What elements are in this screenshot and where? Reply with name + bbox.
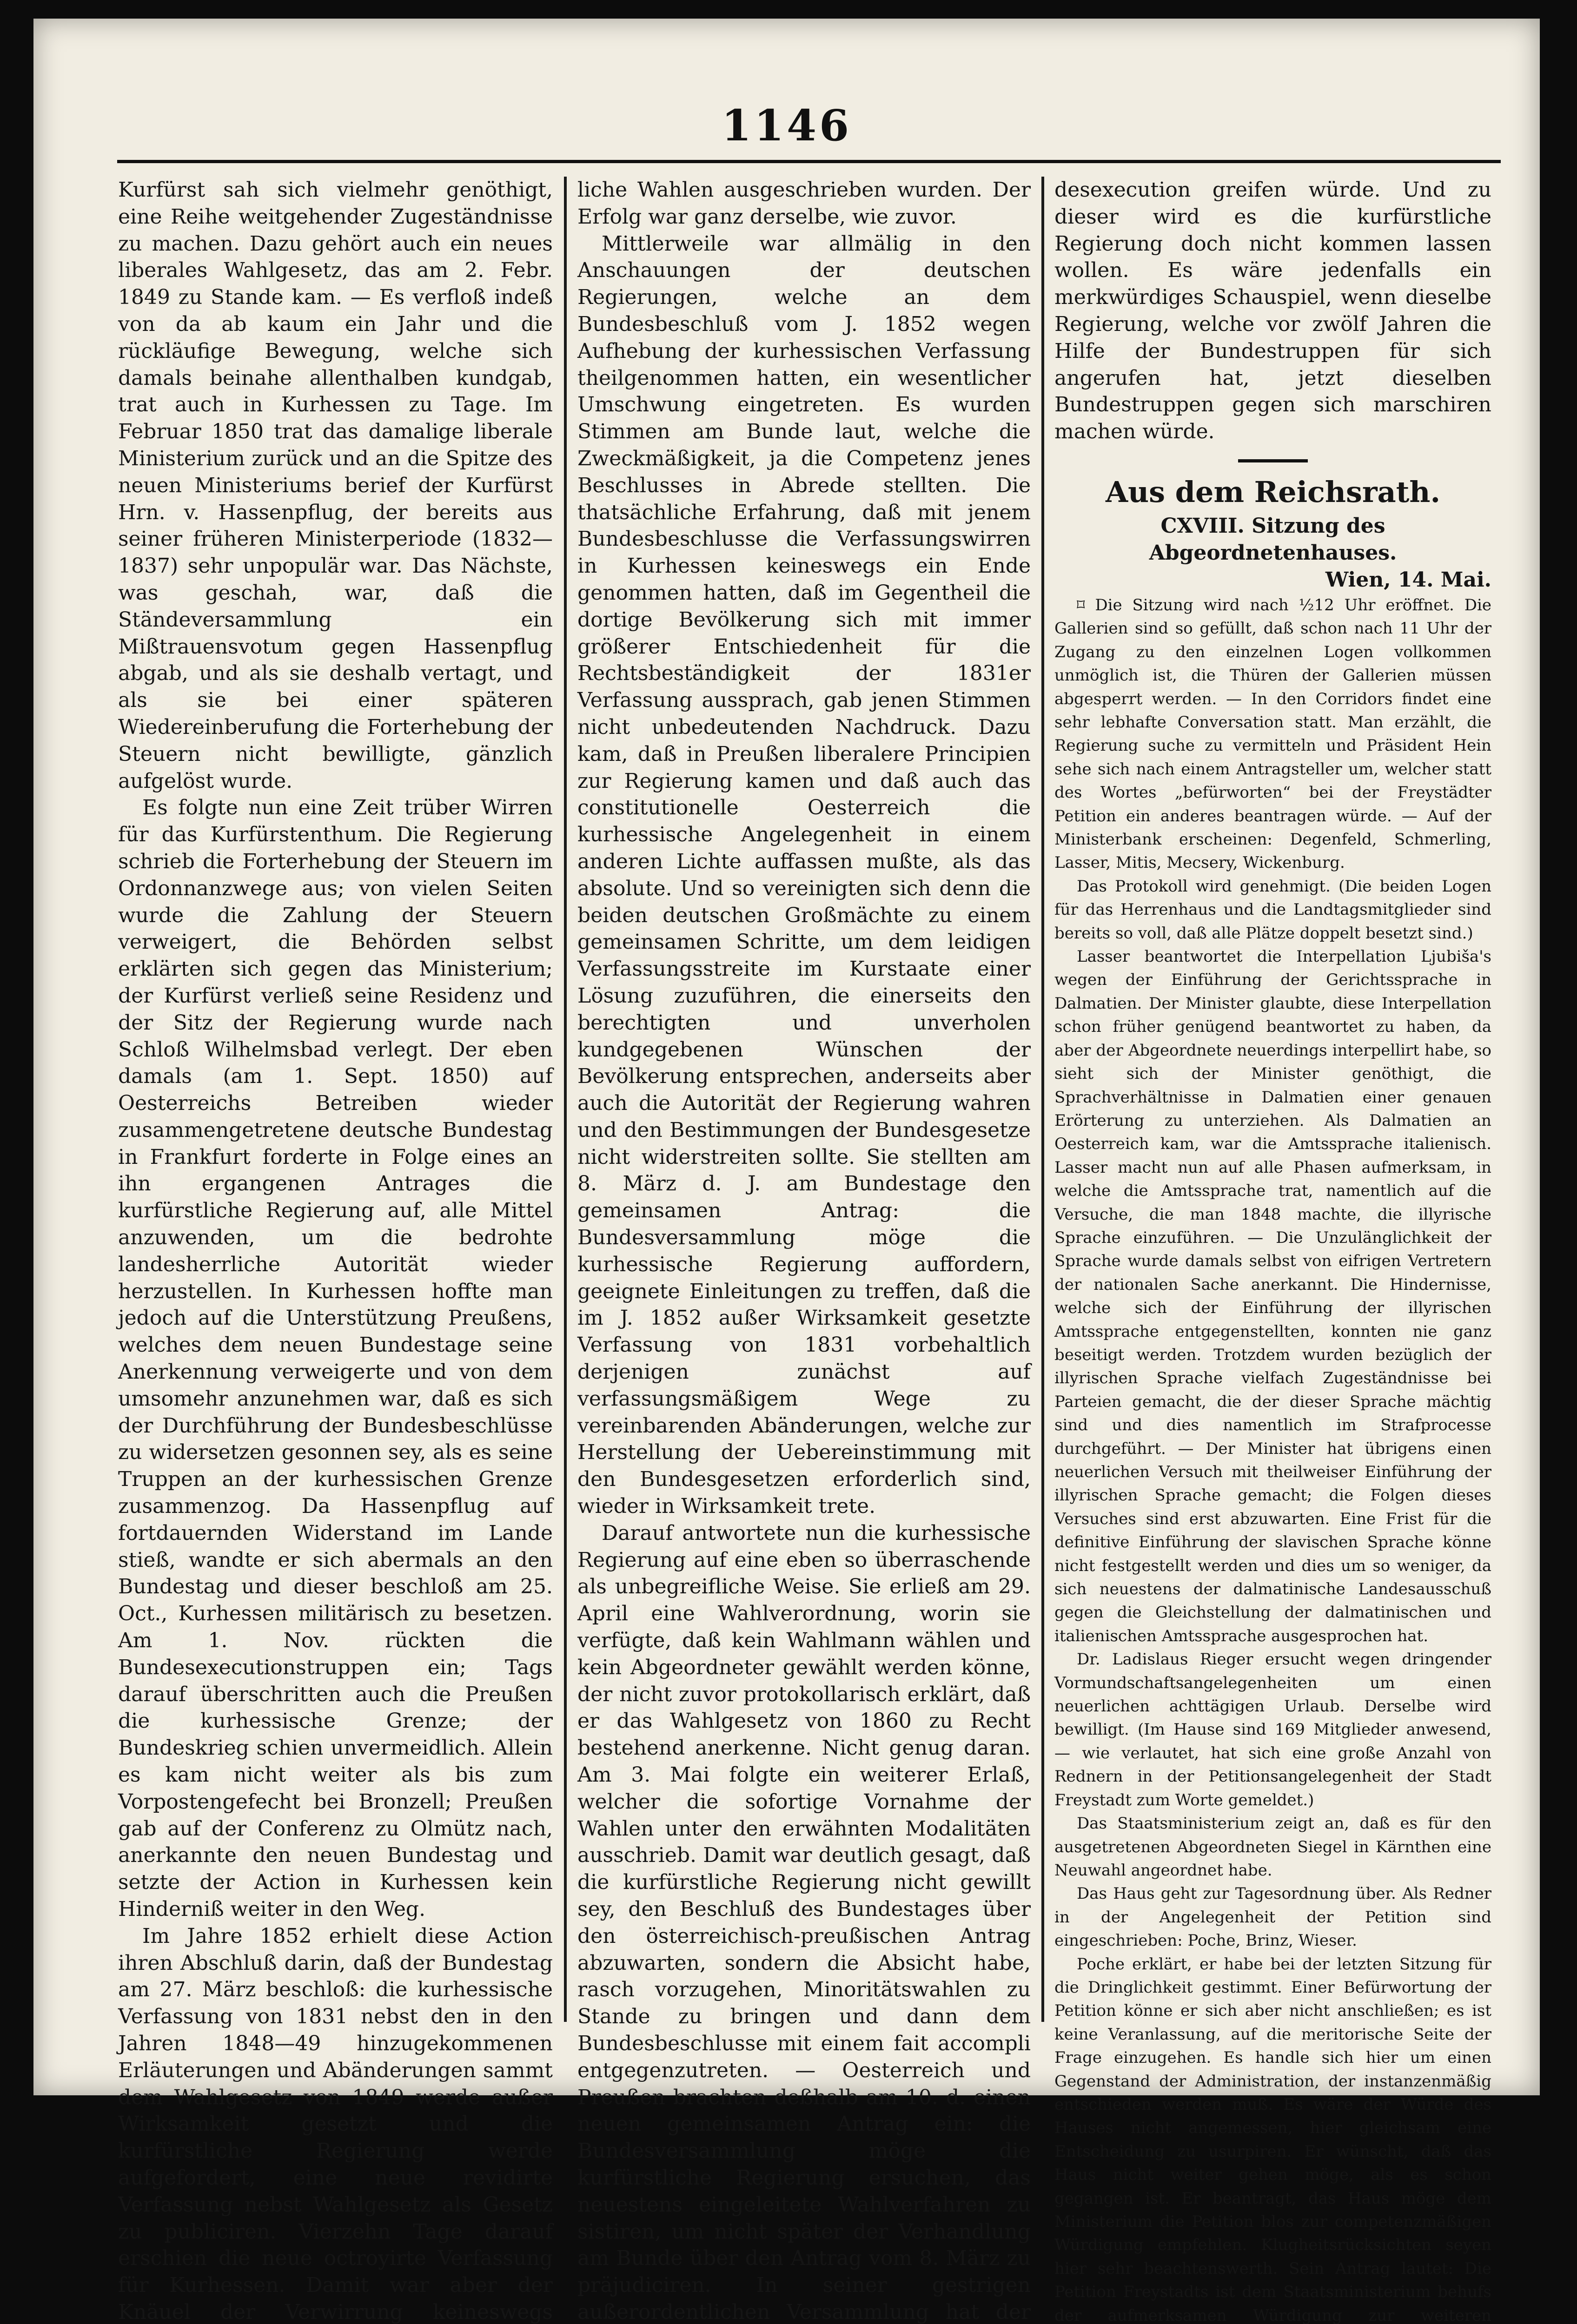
column-3 (1054, 177, 1491, 2324)
paragraph: Das Haus geht zur Tagesordnung über. Als Redner in der Angelegenheit der Petition sind eingeschrieben: Poche, Brinz, Wieser. (1054, 1884, 1491, 1950)
header-rule (117, 160, 1501, 163)
column-2 (577, 177, 1031, 2324)
column-divider (1041, 177, 1044, 2022)
paragraph: liche Wahlen ausgeschrieben wurden. Der Erfolg war ganz derselbe, wie zuvor. (577, 178, 1031, 229)
dateline: Wien, 14. Mai. (1325, 568, 1491, 592)
paragraph: Mittlerweile war allmälig in den Anschauungen der deutschen Regierungen, welche an dem Bundesbeschluß vom J. 1852 wegen Aufhebung der kurhessischen Verfassung theilgenommen hatten, ein wesentlicher Umschwung eingetreten. Es wurden Stimmen am Bunde laut, welche die Zweckmäßigkeit, ja die Competenz jenes Beschlusses in Abrede stellten. Die thatsächliche Erfahrung, daß mit jenem Bundesbeschlusse die Verfassungswirren in Kurhessen keineswegs ein Ende genommen hatten, daß im Gegentheil die dortige Bevölkerung sich mit immer größerer Entschiedenheit für die Rechtsbeständigkeit der 1831er Verfassung aussprach, gab jenen Stimmen nicht unbedeutenden Nachdruck. Dazu kam, daß in Preußen liberalere Principien zur Regierung kamen und daß auch das constitutionelle Oesterreich die kurhessische Angelegenheit in einem anderen Lichte auffassen mußte, als das absolute. Und so vereinigten sich denn die beiden deutschen Großmächte zu einem gemeinsamen Schritte, um dem leidigen Verfassungsstreite im Kurstaate einer Lösung zuzuführen, die einerseits den berechtigten und unverholen kundgegebenen Wünschen der Bevölkerung entsprechen, anderseits aber auch die Autorität der Regierung wahren und den Bestimmungen der Bundesgesetze nicht widerstreiten sollte. Sie stellten am 8. März d. J. am Bundestage den gemeinsamen Antrag: die Bundesversammlung möge die kurhessische Regierung auffordern, geeignete Einleitungen zu treffen, daß die im J. 1852 außer Wirksamkeit gesetzte Verfassung von 1831 vorbehaltlich derjenigen zunächst auf verfassungsmäßigem Wege zu vereinbarenden Abänderungen, welche zur Herstellung der Uebereinstimmung mit den Bundesgesetzen erforderlich sind, wieder in Wirksamkeit trete. (577, 231, 1031, 1519)
column-1 (118, 177, 553, 2324)
paragraph: Das Staatsministerium zeigt an, daß es für den ausgetretenen Abgeordneten Siegel in Kärnthen eine Neuwahl angeordnet habe. (1054, 1814, 1491, 1880)
paragraph: desexecution greifen würde. Und zu dieser wird es die kurfürstliche Regierung doch nicht kommen lassen wollen. Es wäre jedenfalls ein merkwürdiges Schauspiel, wenn dieselbe Regierung, welche vor zwölf Jahren die Hilfe der Bundestruppen für sich angerufen hat, jetzt dieselben Bundestruppen gegen sich marschiren machen würde. (1054, 178, 1491, 444)
section-subtitle: CXVIII. Sitzung des Abgeordnetenhauses. (1149, 514, 1397, 565)
paragraph: Im Jahre 1852 erhielt diese Action ihren Abschluß darin, daß der Bundestag am 27. März beschloß: die kurhessische Verfassung von 1831 nebst den in den Jahren 1848—49 hinzugekommenen Erläuterungen und Abänderungen sammt dem Wahlgesetz von 1849 werde außer Wirksamkeit gesetzt und die kurfürstliche Regierung werde aufgefordert, eine neue revidirte Verfassung nebst Wahlgesetz als Gesetz zu publiciren. Vierzehn Tage darauf erschien die neue octroyirte Verfassung für Kurhessen. Damit war aber der Knäuel der Verwirrung keineswegs (118, 1924, 553, 2324)
section-separator (1238, 459, 1308, 462)
paragraph: Dr. Ladislaus Rieger ersucht wegen dringender Vormundschaftsangelegenheiten um einen neuerlichen achttägigen Urlaub. Derselbe wird bewilligt. (Im Hause sind 169 Mitglieder anwesend, — wie verlautet, hat sich eine große Anzahl von Rednern in der Petitionsangelegenheit der Stadt Freystadt zum Worte gemeldet.) (1054, 1650, 1491, 1809)
paragraph: Es folgte nun eine Zeit trüber Wirren für das Kurfürstenthum. Die Regierung schrieb die Forterhebung der Steuern im Ordonnanzwege aus; von vielen Seiten wurde die Zahlung der Steuern verweigert, die Behörden selbst erklärten sich gegen das Ministerium; der Kurfürst verließ seine Residenz und der Sitz der Regierung wurde nach Schloß Wilhelmsbad verlegt. Der eben damals (am 1. Sept. 1850) auf Oesterreichs Betreiben wieder zusammengetretene deutsche Bundestag in Frankfurt forderte in Folge eines an ihn ergangenen Antrages die kurfürstliche Regierung auf, alle Mittel anzuwenden, um die bedrohte landesherrliche Autorität wieder herzustellen. In Kurhessen hoffte man jedoch auf die Unterstützung Preußens, welches dem neuen Bundestage seine Anerkennung verweigerte und von dem umsomehr anzunehmen war, daß es sich der Durchführung der Bundesbeschlüsse zu widersetzen gesonnen sey, als es seine Truppen an der kurhessischen Grenze zusammenzog. Da Hassenpflug auf fortdauernden Widerstand im Lande stieß, wandte er sich abermals an den Bundestag und dieser beschloß am 25. Oct., Kurhessen militärisch zu besetzen. Am 1. Nov. rückten die Bundesexecutionstruppen ein; Tags darauf überschritten auch die Preußen die kurhessische Grenze; der Bundeskrieg schien unvermeidlich. Allein es kam nicht weiter als bis zum Vorpostengefecht bei Bronzell; Preußen gab auf der Conferenz zu Olmütz nach, anerkannte den neuen Bundestag und setzte der Action in Kurhessen kein Hinderniß weiter in den Weg. (118, 796, 553, 1921)
page-number: 1146 (721, 100, 852, 151)
paragraph: Lasser beantwortet die Interpellation Ljubiša's wegen der Einführung der Gerichtssprache in Dalmatien. Der Minister glaubte, diese Interpellation schon früher genügend beantwortet zu haben, da aber der Abgeordnete neuerdings interpellirt habe, so sieht sich der Minister genöthigt, die Sprachverhältnisse in Dalmatien einer genauen Erörterung zu unterziehen. Als Dalmatien an Oesterreich kam, war die Amtssprache italienisch. Lasser macht nun auf alle Phasen aufmerksam, in welche die Amtssprache trat, namentlich auf die Versuche, die man 1848 machte, die illyrische Sprache einzuführen. — Die Unzulänglichkeit der Sprache wurde damals selbst von eifrigen Vertretern der nationalen Sache anerkannt. Die Hindernisse, welche sich der Einführung der illyrischen Amtssprache entgegenstellten, konnten nie ganz beseitigt werden. Trotzdem wurden bezüglich der illyrischen Sprache vielfach Zugeständnisse bei Parteien gemacht, die der dieser Sprache mächtig sind und dies namentlich im Strafprocesse durchgeführt. — Der Minister hat übrigens einen neuerlichen Versuch mit theilweiser Einführung der illyrischen Sprache gemacht; die Folgen dieses Versuches sind erst abzuwarten. Eine Frist für die definitive Einführung der slavischen Sprache könne nicht festgestellt werden und dies um so weniger, da sich neuestens der dalmatinische Landesausschuß gegen die Gleichstellung der dalmatinischen und italienischen Amtssprache ausgesprochen hat. (1054, 947, 1491, 1645)
paragraph: ⌑ Die Sitzung wird nach ½12 Uhr eröffnet. Die Gallerien sind so gefüllt, daß schon nach 11 Uhr der Zugang zu den einzelnen Logen vollkommen unmöglich ist, die Thüren der Gallerien müssen abgesperrt werden. — In den Corridors findet eine sehr lebhafte Conversation statt. Man erzählt, die Regierung suche zu vermitteln und Präsident Hein sehe sich nach einem Antragsteller um, welcher statt des Wortes „befürworten“ bei der Freystädter Petition ein anderes beantragen würde. — Auf der Ministerbank erscheinen: Degenfeld, Schmerling, Lasser, Mitis, Mecsery, Wickenburg. (1054, 595, 1491, 872)
session-report (1054, 594, 1491, 2324)
paragraph: Kurfürst sah sich vielmehr genöthigt, eine Reihe weitgehender Zugeständnisse zu machen. Dazu gehört auch ein neues liberales Wahlgesetz, das am 2. Febr. 1849 zu Stande kam. — Es verfloß indeß von da ab kaum ein Jahr und die rückläufige Bewegung, welche sich damals beinahe allenthalben kundgab, trat auch in Kurhessen zu Tage. Im Februar 1850 trat das damalige liberale Ministerium zurück und an die Spitze des neuen Ministeriums berief der Kurfürst Hrn. v. Hassenpflug, der bereits aus seiner früheren Ministerperiode (1832—1837) sehr unpopulär war. Das Nächste, was geschah, war, daß die Ständeversammlung ein Mißtrauensvotum gegen Hassenpflug abgab, und als sie deshalb vertagt, und als sie bei einer späteren Wiedereinberufung die Forterhebung der Steuern nicht bewilligte, gänzlich aufgelöst wurde. (118, 178, 553, 793)
paragraph: Poche erklärt, er habe bei der letzten Sitzung für die Dringlichkeit gestimmt. Einer Befürwortung der Petition könne er sich aber nicht anschließen; es ist keine Veranlassung, auf die meritorische Seite der Frage einzugehen. Es handle sich hier um einen Gegenstand der Administration, der instanzenmäßig entschieden werden muß. Es wäre der Würde des Hauses nicht angemessen, hier gleichsam eine Entscheidung zu usurpiren. Er wünscht, daß das Haus nicht weiter gehen möge, als es schon gegangen ist. Er beantragt, das Haus möge dem Ministerium die Petition blos zur competenzmäßigen Würdigung empfehlen. Klugheitsrücksichten seyen hier sehr beachtenswerth. Sein Antrag lautet: Die Petition Freystadts ist dem Staatsministerium behufs der aufmerksamen Würdigung zur weiteren (1054, 1954, 1491, 2324)
paragraph: Das Protokoll wird genehmigt. (Die beiden Logen für das Herrenhaus und die Landtagsmitglieder sind bereits so voll, daß alle Plätze doppelt besetzt sind.) (1054, 877, 1491, 943)
section-title: Aus dem Reichsrath. (1105, 475, 1441, 509)
column-divider (564, 177, 567, 2022)
paragraph: Darauf antwortete nun die kurhessische Regierung auf eine eben so überraschende als unbegreifliche Weise. Sie erließ am 29. April eine Wahlverordnung, worin sie verfügte, daß kein Wahlmann wählen und kein Abgeordneter gewählt werden könne, der nicht zuvor protokollarisch erklärt, daß er das Wahlgesetz von 1860 zu Recht bestehend anerkenne. Nicht genug daran. Am 3. Mai folgte ein weiterer Erlaß, welcher die sofortige Vornahme der Wahlen unter den erwähnten Modalitäten ausschrieb. Damit war deutlich gesagt, daß die kurfürstliche Regierung nicht gewillt sey, den Beschluß des Bundestages über den österreichisch-preußischen Antrag abzuwarten, sondern die Absicht habe, rasch vorzugehen, Minoritätswahlen zu Stande zu bringen und dann dem Bundesbeschlusse mit einem fait accompli entgegenzutreten. — Oesterreich und Preußen brachten deßhalb am 10. d. einen neuen gemeinsamen Antrag ein: die Bundesversammlung möge die kurfürstliche Regierung ersuchen, das neuestens eingeleitete Wahlverfahren zu sistiren, um nicht später der Verhandlung am Bunde über den Antrag vom 8. März zu präjudiciren. In seiner gestrigen außerordentlichen Versammlung hat der (577, 1521, 1031, 2324)
newspaper-page (33, 19, 1540, 2324)
